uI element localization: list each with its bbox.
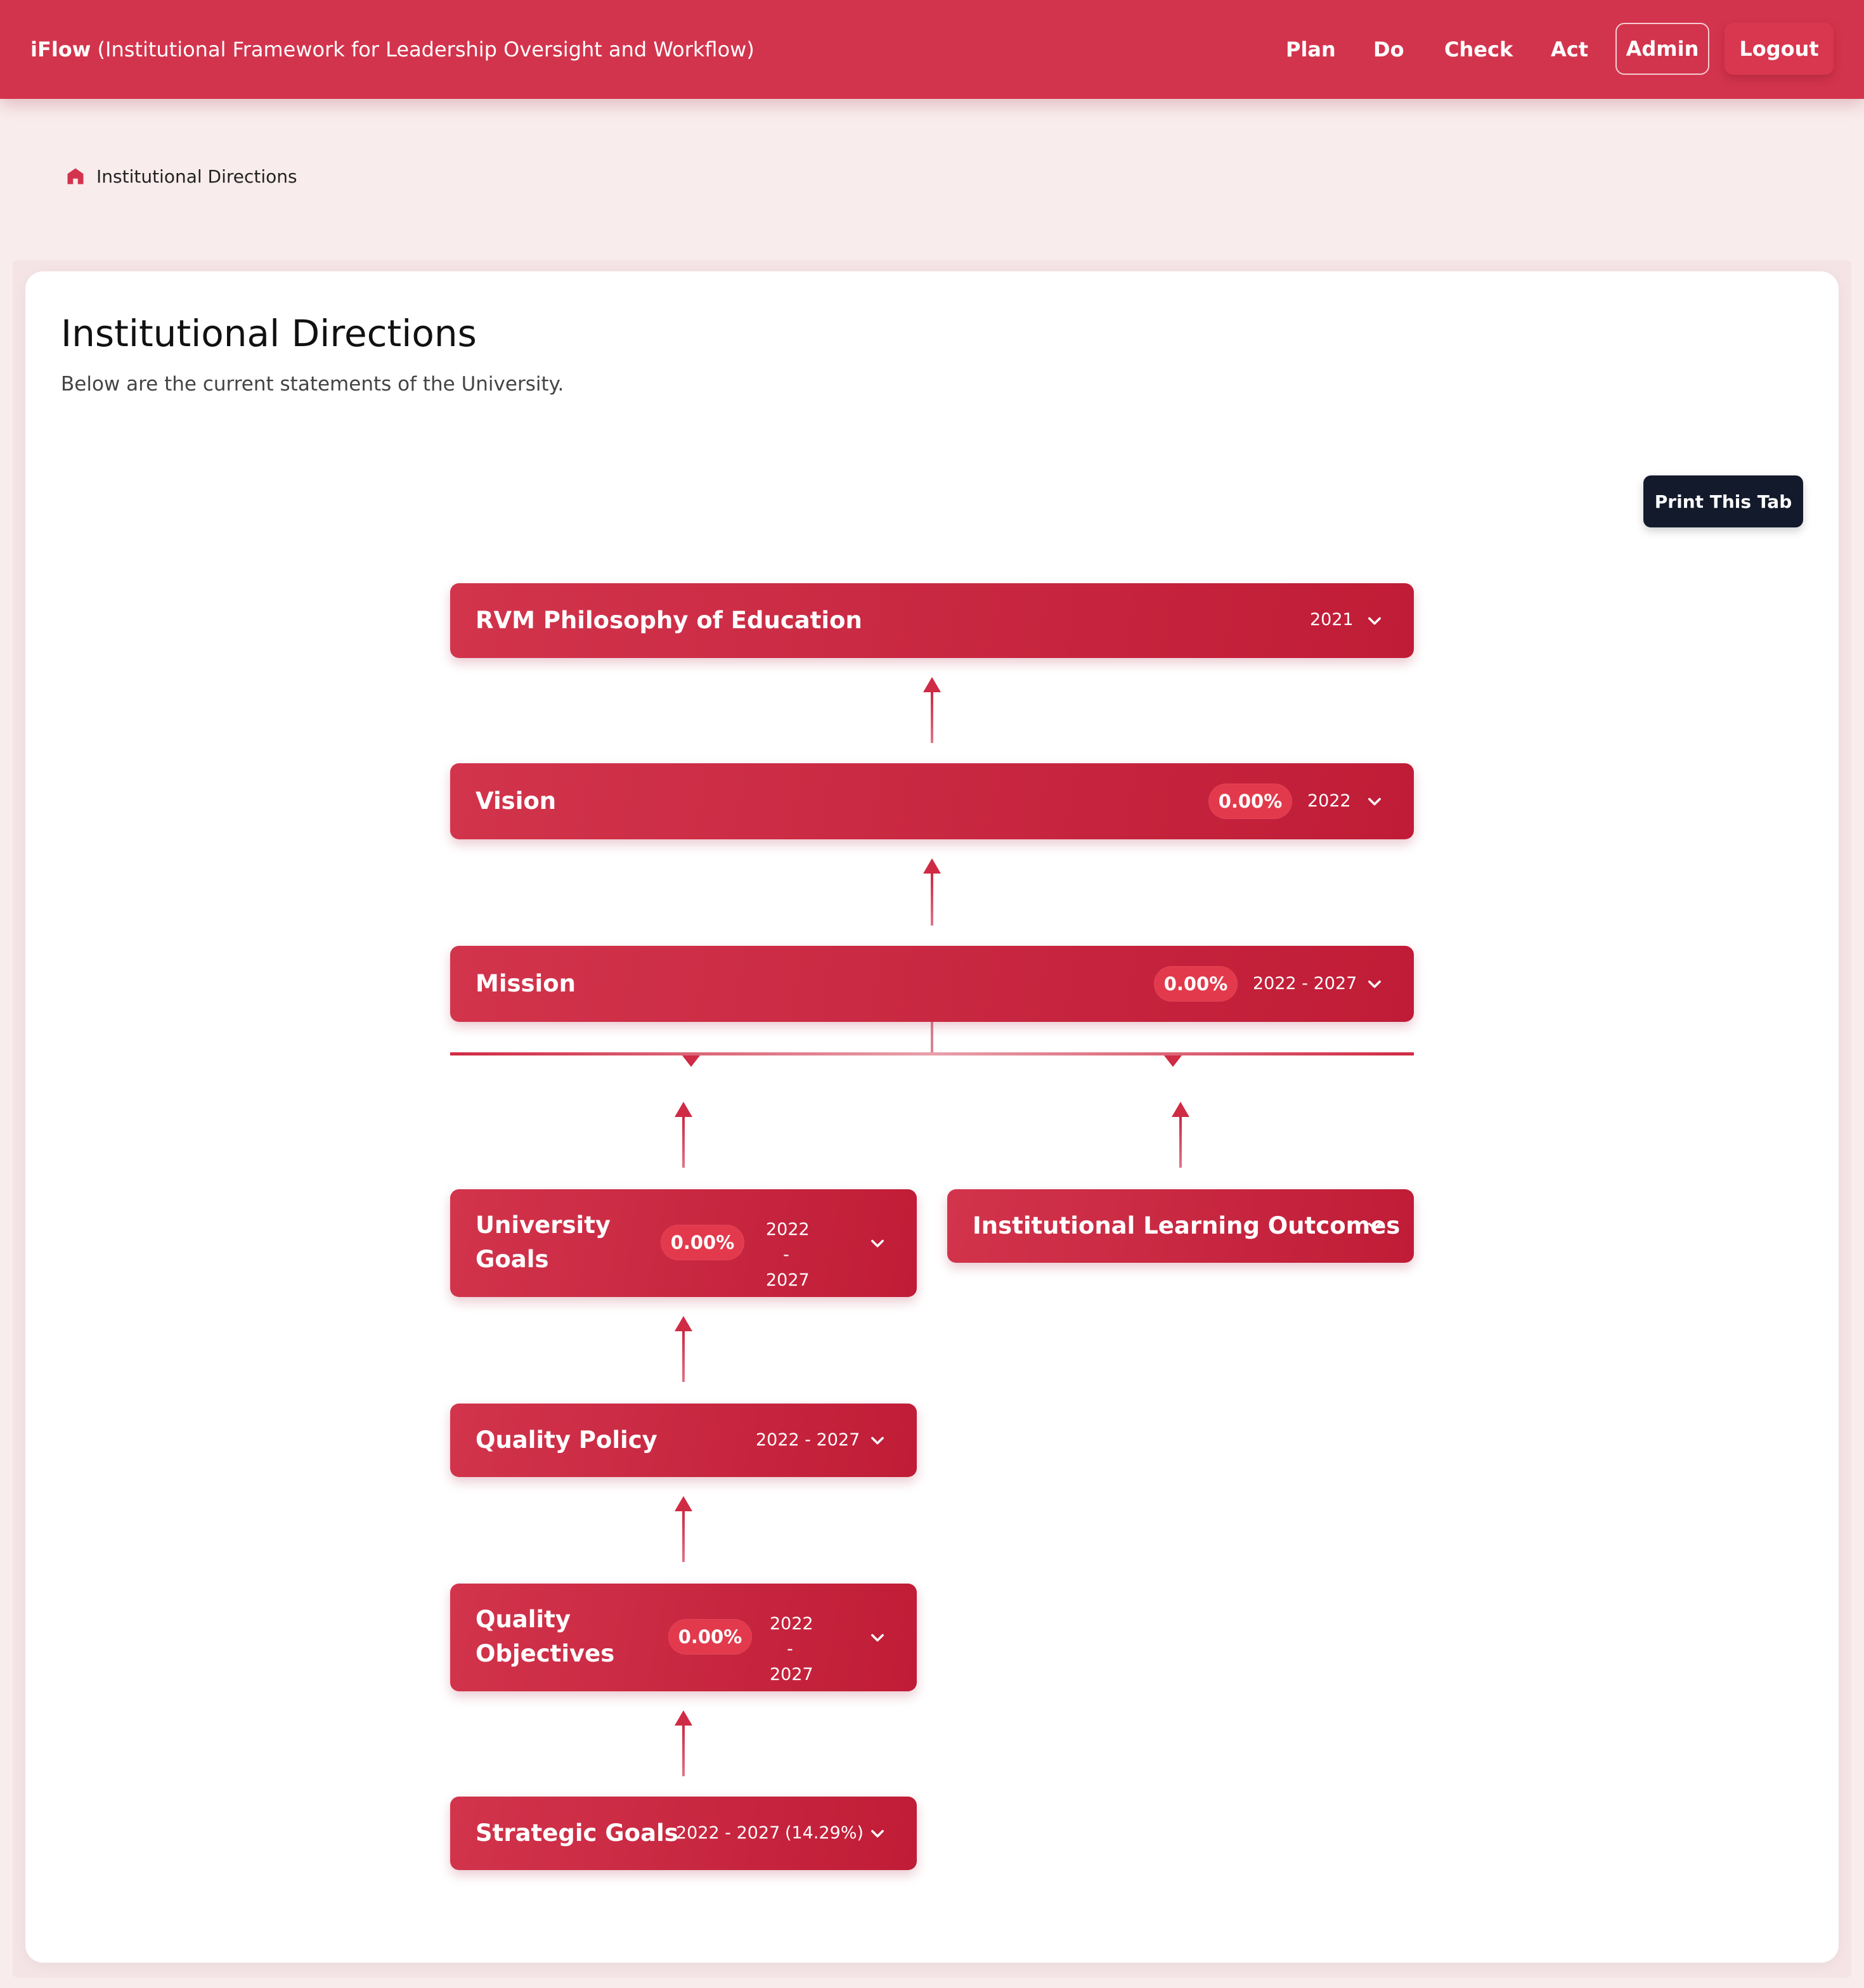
node-vision-title: Vision [476, 787, 557, 815]
chevron-down-icon[interactable] [869, 1629, 886, 1646]
node-mission-title: Mission [476, 970, 576, 997]
node-strategic-goals-year: 2022 - 2027 [676, 1823, 780, 1843]
nav-do[interactable]: Do [1373, 37, 1404, 61]
chevron-down-icon[interactable] [1366, 975, 1383, 993]
node-university-goals[interactable] [450, 1189, 917, 1297]
print-tab-button[interactable]: Print This Tab [1643, 475, 1803, 527]
nav-check[interactable]: Check [1444, 37, 1513, 61]
chevron-down-icon[interactable] [1366, 792, 1383, 810]
node-strategic-goals-percent: (14.29%) [785, 1823, 864, 1843]
node-mission-percent: 0.00% [1154, 966, 1238, 1002]
mission-branch-connector [450, 1022, 1414, 1067]
node-quality-objectives-title: Quality Objectives [476, 1606, 615, 1667]
node-university-goals-percent: 0.00% [661, 1225, 744, 1260]
node-mission-year: 2022 - 2027 [1253, 974, 1357, 993]
nav-admin-button[interactable]: Admin [1615, 23, 1709, 75]
node-philosophy-title: RVM Philosophy of Education [476, 607, 862, 634]
chevron-down-icon[interactable] [869, 1234, 886, 1252]
node-ilo-title: Institutional Learning Outcomes [973, 1212, 1401, 1239]
node-vision[interactable] [450, 763, 1414, 839]
node-strategic-goals[interactable] [450, 1797, 917, 1870]
breadcrumb-current: Institutional Directions [96, 165, 297, 187]
node-philosophy-year: 2021 [1310, 610, 1354, 629]
node-university-goals-title: University Goals [476, 1211, 611, 1273]
arrow-policy-goals [675, 1316, 692, 1382]
arrow-strategic-objectives [675, 1710, 692, 1776]
logout-button[interactable]: Logout [1725, 23, 1834, 75]
node-quality-policy[interactable] [450, 1404, 917, 1477]
node-quality-objectives-year: 2022 - 2027 [770, 1614, 813, 1684]
chevron-down-icon[interactable] [869, 1824, 886, 1842]
node-quality-objectives[interactable] [450, 1584, 917, 1691]
page-subtitle: Below are the current statements of the University. [61, 373, 564, 396]
arrow-objectives-policy [675, 1496, 692, 1562]
node-quality-objectives-percent: 0.00% [668, 1619, 752, 1655]
node-quality-policy-year: 2022 - 2027 [756, 1430, 860, 1450]
nav-plan[interactable]: Plan [1286, 37, 1336, 61]
node-philosophy[interactable] [450, 583, 1414, 658]
node-mission[interactable] [450, 946, 1414, 1022]
nav-act[interactable]: Act [1551, 37, 1589, 61]
arrow-goals-branch [675, 1102, 692, 1168]
arrow-ilo-branch [1172, 1102, 1189, 1168]
node-ilo[interactable] [947, 1189, 1414, 1263]
page-title: Institutional Directions [61, 312, 477, 355]
chevron-down-icon[interactable] [1366, 612, 1383, 629]
node-quality-policy-title: Quality Policy [476, 1426, 657, 1454]
node-strategic-goals-title: Strategic Goals [476, 1819, 678, 1847]
brand-full: (Institutional Framework for Leadership Oversight and Workflow) [97, 37, 754, 61]
node-university-goals-year: 2022 - 2027 [766, 1220, 810, 1290]
node-vision-year: 2022 [1307, 791, 1351, 811]
arrow-philosophy-vision [923, 677, 941, 743]
brand-short: iFlow [30, 37, 91, 61]
chevron-down-icon[interactable] [869, 1431, 886, 1449]
chevron-down-icon[interactable] [1366, 1217, 1383, 1235]
node-vision-percent: 0.00% [1208, 784, 1292, 819]
arrow-vision-mission [923, 858, 941, 926]
